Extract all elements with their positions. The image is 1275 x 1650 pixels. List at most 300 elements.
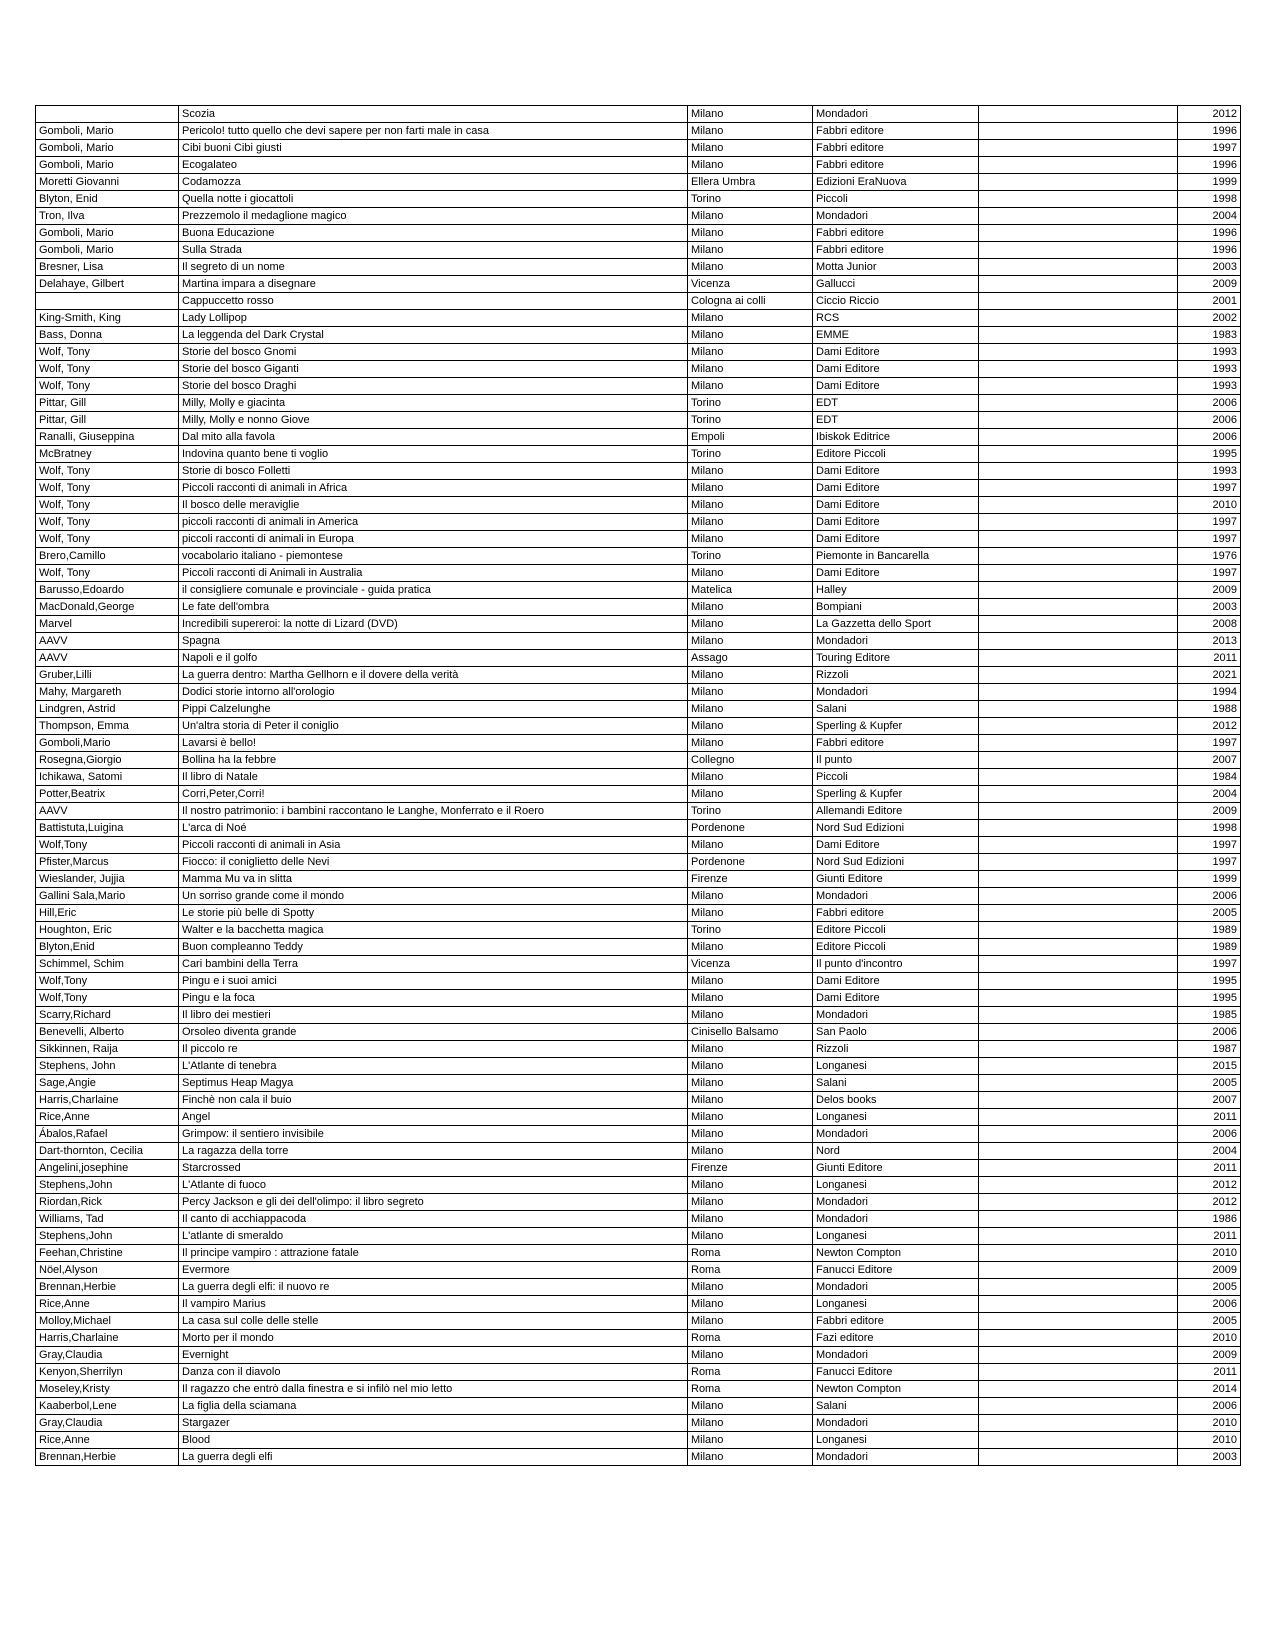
table-row	[36, 582, 1241, 599]
year-cell: 1994	[1178, 684, 1241, 701]
title-cell: Bollina ha la febbre	[179, 752, 688, 769]
year-cell: 1996	[1178, 242, 1241, 259]
table-row	[36, 1398, 1241, 1415]
city-cell: Roma	[688, 1330, 813, 1347]
publisher-cell: Dami Editore	[813, 480, 979, 497]
title-cell: Cibi buoni Cibi giusti	[179, 140, 688, 157]
empty-cell	[979, 327, 1178, 344]
title-cell: Corri,Peter,Corri!	[179, 786, 688, 803]
empty-cell	[979, 1160, 1178, 1177]
table-row	[36, 1432, 1241, 1449]
empty-cell	[979, 565, 1178, 582]
author-cell: Sage,Angie	[36, 1075, 179, 1092]
table-row	[36, 1075, 1241, 1092]
year-cell: 1995	[1178, 446, 1241, 463]
empty-cell	[979, 616, 1178, 633]
year-cell: 2012	[1178, 1177, 1241, 1194]
table-row	[36, 208, 1241, 225]
table-row	[36, 225, 1241, 242]
table-row	[36, 327, 1241, 344]
title-cell: Evermore	[179, 1262, 688, 1279]
author-cell: AAVV	[36, 633, 179, 650]
publisher-cell: Sperling & Kupfer	[813, 786, 979, 803]
title-cell: Piccoli racconti di animali in Asia	[179, 837, 688, 854]
city-cell: Milano	[688, 769, 813, 786]
title-cell: Lady Lollipop	[179, 310, 688, 327]
city-cell: Milano	[688, 242, 813, 259]
title-cell: il consigliere comunale e provinciale - guida pratica	[179, 582, 688, 599]
author-cell: Thompson, Emma	[36, 718, 179, 735]
city-cell: Roma	[688, 1245, 813, 1262]
table-row	[36, 480, 1241, 497]
empty-cell	[979, 599, 1178, 616]
table-row	[36, 1177, 1241, 1194]
city-cell: Milano	[688, 106, 813, 123]
empty-cell	[979, 1398, 1178, 1415]
table-row	[36, 1381, 1241, 1398]
author-cell: Rice,Anne	[36, 1432, 179, 1449]
publisher-cell: Mondadori	[813, 684, 979, 701]
publisher-cell: Motta Junior	[813, 259, 979, 276]
author-cell: Gomboli, Mario	[36, 123, 179, 140]
table-row	[36, 1415, 1241, 1432]
table-row	[36, 1007, 1241, 1024]
city-cell: Milano	[688, 667, 813, 684]
publisher-cell: Giunti Editore	[813, 1160, 979, 1177]
year-cell: 2009	[1178, 1347, 1241, 1364]
city-cell: Milano	[688, 1279, 813, 1296]
table-row	[36, 123, 1241, 140]
year-cell: 1986	[1178, 1211, 1241, 1228]
title-cell: Pericolo! tutto quello che devi sapere per non farti male in casa	[179, 123, 688, 140]
author-cell: Moseley,Kristy	[36, 1381, 179, 1398]
publisher-cell: Dami Editore	[813, 463, 979, 480]
publisher-cell: EDT	[813, 412, 979, 429]
title-cell: Un sorriso grande come il mondo	[179, 888, 688, 905]
author-cell: Tron, Ilva	[36, 208, 179, 225]
empty-cell	[979, 157, 1178, 174]
empty-cell	[979, 1143, 1178, 1160]
author-cell: Brennan,Herbie	[36, 1449, 179, 1466]
publisher-cell: Rizzoli	[813, 1041, 979, 1058]
empty-cell	[979, 1007, 1178, 1024]
title-cell: L'Atlante di tenebra	[179, 1058, 688, 1075]
city-cell: Milano	[688, 599, 813, 616]
author-cell: Pfister,Marcus	[36, 854, 179, 871]
city-cell: Torino	[688, 395, 813, 412]
year-cell: 2015	[1178, 1058, 1241, 1075]
year-cell: 2010	[1178, 1330, 1241, 1347]
year-cell: 2010	[1178, 1432, 1241, 1449]
city-cell: Milano	[688, 973, 813, 990]
publisher-cell: RCS	[813, 310, 979, 327]
table-row	[36, 633, 1241, 650]
publisher-cell: Fabbri editore	[813, 242, 979, 259]
title-cell: Milly, Molly e giacinta	[179, 395, 688, 412]
title-cell: Percy Jackson e gli dei dell'olimpo: il libro segreto	[179, 1194, 688, 1211]
year-cell: 2006	[1178, 1024, 1241, 1041]
empty-cell	[979, 837, 1178, 854]
city-cell: Milano	[688, 497, 813, 514]
publisher-cell: Fabbri editore	[813, 157, 979, 174]
year-cell: 1998	[1178, 820, 1241, 837]
city-cell: Torino	[688, 922, 813, 939]
table-row	[36, 1024, 1241, 1041]
table-row	[36, 1228, 1241, 1245]
year-cell: 2003	[1178, 599, 1241, 616]
publisher-cell: EMME	[813, 327, 979, 344]
publisher-cell: Delos books	[813, 1092, 979, 1109]
author-cell: Pittar, Gill	[36, 395, 179, 412]
table-row	[36, 140, 1241, 157]
empty-cell	[979, 225, 1178, 242]
publisher-cell: Mondadori	[813, 1211, 979, 1228]
empty-cell	[979, 361, 1178, 378]
author-cell: Schimmel, Schim	[36, 956, 179, 973]
publisher-cell: Longanesi	[813, 1228, 979, 1245]
title-cell: L'arca di Noé	[179, 820, 688, 837]
empty-cell	[979, 1449, 1178, 1466]
publisher-cell: Rizzoli	[813, 667, 979, 684]
city-cell: Roma	[688, 1364, 813, 1381]
title-cell: Cari bambini della Terra	[179, 956, 688, 973]
publisher-cell: Ciccio Riccio	[813, 293, 979, 310]
empty-cell	[979, 140, 1178, 157]
city-cell: Milano	[688, 684, 813, 701]
table-row	[36, 1347, 1241, 1364]
title-cell: Orsoleo diventa grande	[179, 1024, 688, 1041]
publisher-cell: Fazi editore	[813, 1330, 979, 1347]
table-row	[36, 174, 1241, 191]
publisher-cell: Mondadori	[813, 1007, 979, 1024]
city-cell: Firenze	[688, 1160, 813, 1177]
title-cell: L'atlante di smeraldo	[179, 1228, 688, 1245]
city-cell: Milano	[688, 1194, 813, 1211]
empty-cell	[979, 242, 1178, 259]
author-cell: Riordan,Rick	[36, 1194, 179, 1211]
empty-cell	[979, 1296, 1178, 1313]
title-cell: Il piccolo re	[179, 1041, 688, 1058]
year-cell: 1999	[1178, 174, 1241, 191]
author-cell: Wolf,Tony	[36, 837, 179, 854]
author-cell: King-Smith, King	[36, 310, 179, 327]
table-row	[36, 157, 1241, 174]
publisher-cell: Dami Editore	[813, 378, 979, 395]
table-row	[36, 378, 1241, 395]
title-cell: Il bosco delle meraviglie	[179, 497, 688, 514]
city-cell: Pordenone	[688, 820, 813, 837]
year-cell: 2009	[1178, 276, 1241, 293]
publisher-cell: Piccoli	[813, 769, 979, 786]
author-cell: Wolf, Tony	[36, 463, 179, 480]
table-row	[36, 497, 1241, 514]
empty-cell	[979, 208, 1178, 225]
empty-cell	[979, 548, 1178, 565]
author-cell: Sikkinnen, Raija	[36, 1041, 179, 1058]
table-row	[36, 1058, 1241, 1075]
title-cell: La ragazza della torre	[179, 1143, 688, 1160]
publisher-cell: Newton Compton	[813, 1381, 979, 1398]
year-cell: 1996	[1178, 157, 1241, 174]
table-row	[36, 939, 1241, 956]
author-cell: Wolf, Tony	[36, 378, 179, 395]
year-cell: 2001	[1178, 293, 1241, 310]
table-row	[36, 718, 1241, 735]
year-cell: 1997	[1178, 514, 1241, 531]
author-cell: Brennan,Herbie	[36, 1279, 179, 1296]
publisher-cell: Dami Editore	[813, 990, 979, 1007]
author-cell: Molloy,Michael	[36, 1313, 179, 1330]
city-cell: Milano	[688, 344, 813, 361]
table-row	[36, 1245, 1241, 1262]
year-cell: 2007	[1178, 752, 1241, 769]
author-cell: AAVV	[36, 803, 179, 820]
city-cell: Ellera Umbra	[688, 174, 813, 191]
publisher-cell: La Gazzetta dello Sport	[813, 616, 979, 633]
city-cell: Milano	[688, 735, 813, 752]
author-cell: Rosegna,Giorgio	[36, 752, 179, 769]
empty-cell	[979, 1194, 1178, 1211]
publisher-cell: Dami Editore	[813, 514, 979, 531]
table-row	[36, 344, 1241, 361]
title-cell: Napoli e il golfo	[179, 650, 688, 667]
publisher-cell: Il punto	[813, 752, 979, 769]
author-cell: Nöel,Alyson	[36, 1262, 179, 1279]
city-cell: Assago	[688, 650, 813, 667]
city-cell: Milano	[688, 480, 813, 497]
publisher-cell: Bompiani	[813, 599, 979, 616]
empty-cell	[979, 310, 1178, 327]
city-cell: Milano	[688, 463, 813, 480]
title-cell: piccoli racconti di animali in America	[179, 514, 688, 531]
author-cell: Wolf, Tony	[36, 531, 179, 548]
year-cell: 2008	[1178, 616, 1241, 633]
author-cell: Bresner, Lisa	[36, 259, 179, 276]
city-cell: Milano	[688, 565, 813, 582]
publisher-cell: Salani	[813, 1075, 979, 1092]
city-cell: Pordenone	[688, 854, 813, 871]
empty-cell	[979, 684, 1178, 701]
empty-cell	[979, 531, 1178, 548]
city-cell: Milano	[688, 1398, 813, 1415]
title-cell: vocabolario italiano - piemontese	[179, 548, 688, 565]
empty-cell	[979, 1041, 1178, 1058]
author-cell: Brero,Camillo	[36, 548, 179, 565]
title-cell: Morto per il mondo	[179, 1330, 688, 1347]
publisher-cell: Salani	[813, 1398, 979, 1415]
publisher-cell: Mondadori	[813, 208, 979, 225]
publisher-cell: Fabbri editore	[813, 140, 979, 157]
title-cell: L'Atlante di fuoco	[179, 1177, 688, 1194]
city-cell: Milano	[688, 939, 813, 956]
table-row	[36, 820, 1241, 837]
title-cell: La leggenda del Dark Crystal	[179, 327, 688, 344]
author-cell: Gomboli,Mario	[36, 735, 179, 752]
title-cell: Piccoli racconti di Animali in Australia	[179, 565, 688, 582]
author-cell: Houghton, Eric	[36, 922, 179, 939]
year-cell: 2006	[1178, 1126, 1241, 1143]
publisher-cell: Editore Piccoli	[813, 922, 979, 939]
year-cell: 1997	[1178, 854, 1241, 871]
empty-cell	[979, 905, 1178, 922]
author-cell: Mahy, Margareth	[36, 684, 179, 701]
city-cell: Milano	[688, 1007, 813, 1024]
publisher-cell: Sperling & Kupfer	[813, 718, 979, 735]
year-cell: 2011	[1178, 1160, 1241, 1177]
city-cell: Milano	[688, 990, 813, 1007]
publisher-cell: Nord Sud Edizioni	[813, 854, 979, 871]
title-cell: Il nostro patrimonio: i bambini raccontano le Langhe, Monferrato e il Roero	[179, 803, 688, 820]
title-cell: Angel	[179, 1109, 688, 1126]
title-cell: Dal mito alla favola	[179, 429, 688, 446]
city-cell: Torino	[688, 803, 813, 820]
empty-cell	[979, 1381, 1178, 1398]
author-cell: Gray,Claudia	[36, 1415, 179, 1432]
book-table	[35, 105, 1241, 1466]
title-cell: Il principe vampiro : attrazione fatale	[179, 1245, 688, 1262]
empty-cell	[979, 973, 1178, 990]
empty-cell	[979, 412, 1178, 429]
empty-cell	[979, 1092, 1178, 1109]
author-cell: Bass, Donna	[36, 327, 179, 344]
author-cell: Dart-thornton, Cecilia	[36, 1143, 179, 1160]
author-cell: Gomboli, Mario	[36, 225, 179, 242]
author-cell: Wolf, Tony	[36, 497, 179, 514]
city-cell: Torino	[688, 191, 813, 208]
empty-cell	[979, 1211, 1178, 1228]
table-row	[36, 1279, 1241, 1296]
author-cell: Harris,Charlaine	[36, 1092, 179, 1109]
city-cell: Milano	[688, 1143, 813, 1160]
table-row	[36, 242, 1241, 259]
year-cell: 1993	[1178, 378, 1241, 395]
year-cell: 2002	[1178, 310, 1241, 327]
title-cell: La guerra degli elfi	[179, 1449, 688, 1466]
author-cell: Blyton, Enid	[36, 191, 179, 208]
empty-cell	[979, 1330, 1178, 1347]
publisher-cell: Longanesi	[813, 1296, 979, 1313]
city-cell: Milano	[688, 701, 813, 718]
title-cell: Septimus Heap Magya	[179, 1075, 688, 1092]
city-cell: Torino	[688, 446, 813, 463]
table-row	[36, 276, 1241, 293]
table-row	[36, 429, 1241, 446]
year-cell: 1989	[1178, 922, 1241, 939]
publisher-cell: Longanesi	[813, 1177, 979, 1194]
city-cell: Milano	[688, 1058, 813, 1075]
empty-cell	[979, 1245, 1178, 1262]
table-row	[36, 1109, 1241, 1126]
table-row	[36, 259, 1241, 276]
empty-cell	[979, 293, 1178, 310]
city-cell: Milano	[688, 1296, 813, 1313]
table-row	[36, 905, 1241, 922]
title-cell: Storie del bosco Draghi	[179, 378, 688, 395]
empty-cell	[979, 922, 1178, 939]
author-cell: Gomboli, Mario	[36, 242, 179, 259]
table-row	[36, 854, 1241, 871]
table-row	[36, 701, 1241, 718]
author-cell: Kaaberbol,Lene	[36, 1398, 179, 1415]
empty-cell	[979, 871, 1178, 888]
title-cell: Pingu e i suoi amici	[179, 973, 688, 990]
table-row	[36, 786, 1241, 803]
year-cell: 2004	[1178, 208, 1241, 225]
year-cell: 1983	[1178, 327, 1241, 344]
year-cell: 2011	[1178, 1228, 1241, 1245]
empty-cell	[979, 191, 1178, 208]
publisher-cell: Allemandi Editore	[813, 803, 979, 820]
title-cell: Incredibili supereroi: la notte di Lizard (DVD)	[179, 616, 688, 633]
empty-cell	[979, 650, 1178, 667]
title-cell: Un'altra storia di Peter il coniglio	[179, 718, 688, 735]
city-cell: Milano	[688, 1126, 813, 1143]
author-cell: Pittar, Gill	[36, 412, 179, 429]
publisher-cell: Mondadori	[813, 106, 979, 123]
table-row	[36, 1041, 1241, 1058]
table-row	[36, 1194, 1241, 1211]
publisher-cell: Longanesi	[813, 1432, 979, 1449]
title-cell: La figlia della sciamana	[179, 1398, 688, 1415]
city-cell: Milano	[688, 718, 813, 735]
year-cell: 2005	[1178, 1313, 1241, 1330]
table-row	[36, 310, 1241, 327]
city-cell: Matelica	[688, 582, 813, 599]
year-cell: 2004	[1178, 786, 1241, 803]
empty-cell	[979, 480, 1178, 497]
table-row	[36, 599, 1241, 616]
title-cell: Danza con il diavolo	[179, 1364, 688, 1381]
empty-cell	[979, 378, 1178, 395]
empty-cell	[979, 888, 1178, 905]
publisher-cell: Mondadori	[813, 1415, 979, 1432]
empty-cell	[979, 395, 1178, 412]
city-cell: Milano	[688, 616, 813, 633]
title-cell: Codamozza	[179, 174, 688, 191]
city-cell: Milano	[688, 225, 813, 242]
city-cell: Milano	[688, 361, 813, 378]
empty-cell	[979, 1024, 1178, 1041]
empty-cell	[979, 701, 1178, 718]
year-cell: 2014	[1178, 1381, 1241, 1398]
publisher-cell: Dami Editore	[813, 497, 979, 514]
empty-cell	[979, 1228, 1178, 1245]
empty-cell	[979, 106, 1178, 123]
publisher-cell: Mondadori	[813, 633, 979, 650]
city-cell: Milano	[688, 378, 813, 395]
year-cell: 2004	[1178, 1143, 1241, 1160]
city-cell: Milano	[688, 837, 813, 854]
table-row	[36, 463, 1241, 480]
title-cell: Fiocco: il coniglietto delle Nevi	[179, 854, 688, 871]
empty-cell	[979, 667, 1178, 684]
author-cell: Potter,Beatrix	[36, 786, 179, 803]
year-cell: 2012	[1178, 718, 1241, 735]
year-cell: 1997	[1178, 735, 1241, 752]
empty-cell	[979, 633, 1178, 650]
title-cell: Mamma Mu va in slitta	[179, 871, 688, 888]
publisher-cell: Dami Editore	[813, 837, 979, 854]
author-cell: Gomboli, Mario	[36, 157, 179, 174]
table-row	[36, 1160, 1241, 1177]
table-row	[36, 514, 1241, 531]
city-cell: Milano	[688, 1211, 813, 1228]
author-cell: Lindgren, Astrid	[36, 701, 179, 718]
author-cell: Wolf,Tony	[36, 973, 179, 990]
author-cell: Kenyon,Sherrilyn	[36, 1364, 179, 1381]
city-cell: Cinisello Balsamo	[688, 1024, 813, 1041]
title-cell: Il segreto di un nome	[179, 259, 688, 276]
